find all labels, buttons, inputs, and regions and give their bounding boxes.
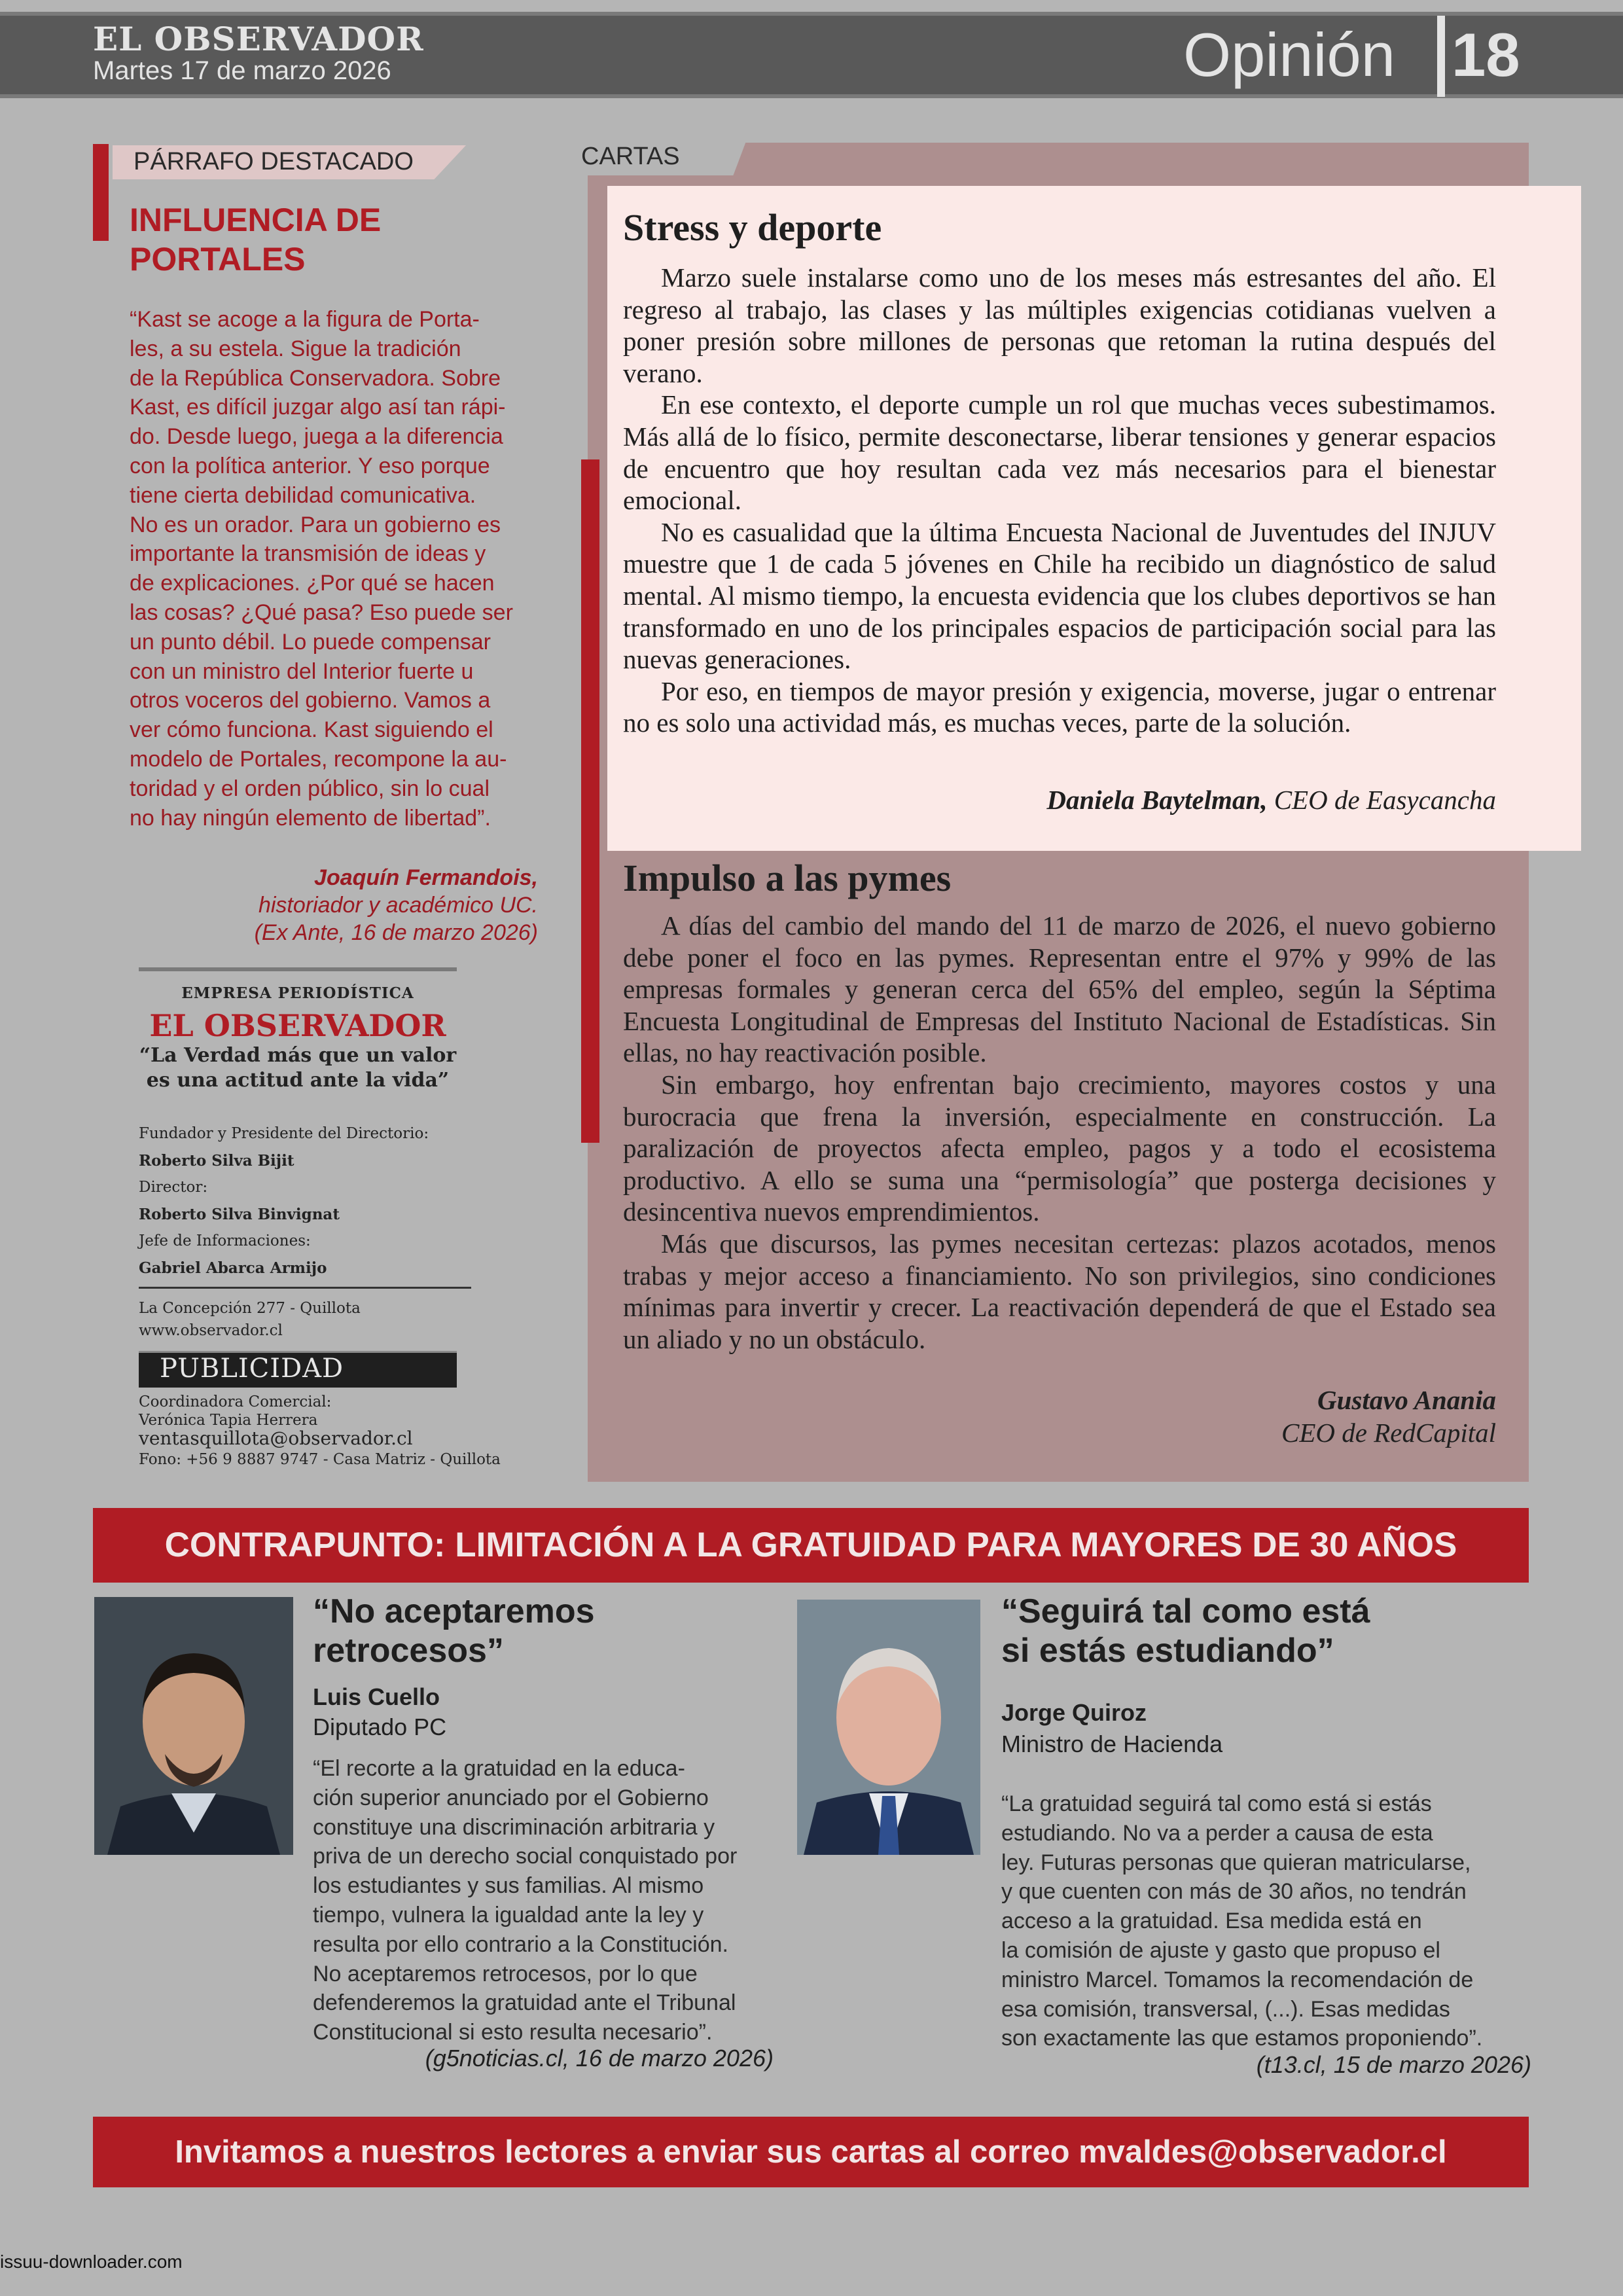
letter-signer: Gustavo Anania — [1317, 1385, 1496, 1415]
quote-text: “El recorte a la gratuidad en la educa- ción superior anunciado por el Gobierno constituye una discriminación arbitraria y priva de un derecho social conquistado por los estudiantes y sus familias. Al mismo tiempo, vulnera la igualdad ante la ley y resulta por ello contrario a la Constitución. No aceptaremos retrocesos, por lo que defenderemos la gratuidad ante el Tribunal Constitucional si esto resulta necesario”. — [313, 1756, 738, 2045]
letter-body — [623, 910, 1496, 1355]
cartas-label: CARTAS — [581, 143, 680, 170]
letter-title: Impulso a las pymes — [623, 857, 952, 899]
page-number: 18 — [1452, 20, 1520, 89]
letter-signer-role: CEO de Easycancha — [1274, 785, 1496, 815]
pub-phone: Fono: +56 9 8887 9747 - Casa Matriz - Quillota — [139, 1451, 501, 1468]
masthead-rule — [139, 967, 457, 971]
destacado-attribution — [196, 864, 538, 946]
pub-coordinator-name: Verónica Tapia Herrera — [139, 1412, 318, 1429]
destacado-quote: “Kast se acoge a la figura de Porta- les, a su estela. Sigue la tradición de la República Conservadora. Sobre Kast, es difícil juzgar algo así tan rápi- do. Desde luego, juega a la diferencia con la política anterior. Y eso porque tiene cierta debilidad comunicativa. No es un orador. Para un gobierno es importante la transmisión de ideas y de explicaciones. ¿Por qué se hacen las cosas? ¿Qué pasa? Eso puede ser un punto débil. Lo puede compensar con un ministro del Interior fuerte u otros voceros del gobierno. Vamos a ver cómo funciona. Kast siguiendo el modelo de Portales, recompone la au- toridad y el orden público, sin lo cual no hay ningún elemento de libertad”. — [130, 307, 513, 831]
watermark: issuu-downloader.com — [0, 2251, 183, 2272]
quote-text: “La gratuidad seguirá tal como está si estás estudiando. No va a perder a causa de esta ley. Futuras personas que quieran matricularse, y que cuenten con más de 30 años, no tendrán acceso a la gratuidad. Esa medida está en la comisión de ajuste y gasto que propuso el ministro Marcel. Tomamos la recomendación de esa comisión, transversal, (...). Esas medidas son exactamente las que estamos proponiendo”. — [1001, 1791, 1483, 2051]
letter-paragraph: No es casualidad que la última Encuesta Nacional de Juventudes del INJUV muestre que 1 de cada 5 jóvenes en Chile ha recibido un diagnóstico de salud mental. Al mismo tiempo, la encuesta evidencia que los clubes deportivos se han transformado en uno de los principales espacios de participación social para las nuevas generaciones. — [623, 516, 1496, 675]
quote-source: (g5noticias.cl, 16 de marzo 2026) — [425, 2045, 774, 2072]
staff-role: Jefe de Informaciones: — [139, 1232, 311, 1249]
destacado-accent-bar — [93, 144, 109, 241]
destacado-title: INFLUENCIA DE PORTALES — [130, 202, 382, 278]
letter-body — [623, 262, 1496, 739]
letter-paragraph: Por eso, en tiempos de mayor presión y exigencia, moverse, jugar o entrenar no es solo una actividad más, es muchas veces, parte de la solución. — [623, 675, 1496, 738]
staff-divider — [139, 1287, 471, 1289]
pub-coordinator-role: Coordinadora Comercial: — [139, 1393, 332, 1410]
footer-invite: Invitamos a nuestros lectores a enviar sus cartas al correo mvaldes@observador.cl — [175, 2134, 1447, 2170]
staff-name: Gabriel Abarca Armijo — [139, 1259, 327, 1277]
pub-email: ventasquillota@observador.cl — [139, 1427, 413, 1449]
letter-paragraph: Marzo suele instalarse como uno de los meses más estresantes del año. El regreso al trabajo, las clases y las múltiples exigencias cotidianas vuelven a poner presión sobre millones de personas que retoman la rutina después del verano. — [623, 262, 1496, 388]
letter-paragraph: Sin embargo, hoy enfrentan bajo crecimiento, mayores costos y una burocracia que frena la inversión, especialmente en construcción. La paralización de proyectos afecta empleo, pagos y a todo el ecosistema productivo. A ello se suma una “permisología” que posterga decisiones y desincentiva nuevos emprendimientos. — [623, 1069, 1496, 1227]
masthead-logo-name: EL OBSERVADOR — [149, 1008, 446, 1043]
publicidad-contact — [139, 1393, 505, 1469]
letter-signature — [623, 1384, 1496, 1449]
letter-paragraph: A días del cambio del mando del 11 de marzo de 2026, el nuevo gobierno debe poner el foco en las pymes. Representan entre el 97% y 99% de las empresas formales y generan cerca del 65% del empleo, según la Séptima Encuesta Longitudinal de Empresas del Instituto Nacional de Estadísticas. Sin ellas, no hay reactivación posible. — [623, 910, 1496, 1068]
quote-headline: “No aceptaremos retrocesos” — [313, 1592, 595, 1670]
destacado-author-name: Joaquín Fermandois, — [314, 865, 538, 890]
letters-accent-bar — [581, 459, 599, 1143]
staff-list — [139, 1121, 479, 1282]
masthead-motto: “La Verdad más que un valor es una actitud ante la vida” — [139, 1044, 457, 1092]
destacado-label: PÁRRAFO DESTACADO — [134, 148, 414, 175]
quote-source: (t13.cl, 15 de marzo 2026) — [1256, 2051, 1531, 2078]
staff-name: Roberto Silva Binvignat — [139, 1206, 340, 1223]
letter-signer-role: CEO de RedCapital — [1281, 1418, 1496, 1448]
speaker-role: Ministro de Hacienda — [1001, 1731, 1223, 1757]
masthead-company: EMPRESA PERIODÍSTICA — [181, 984, 414, 1002]
portrait-photo — [797, 1600, 980, 1855]
portrait-image — [94, 1597, 293, 1855]
issue-date: Martes 17 de marzo 2026 — [93, 56, 391, 85]
publicidad-label: PUBLICIDAD — [160, 1354, 344, 1384]
portrait-photo — [94, 1597, 293, 1855]
quote-headline: “Seguirá tal como está si estás estudiando” — [1001, 1592, 1370, 1670]
destacado-author-source: (Ex Ante, 16 de marzo 2026) — [254, 920, 538, 945]
destacado-author-role: historiador y académico UC. — [258, 893, 538, 918]
speaker-name: Jorge Quiroz — [1001, 1699, 1147, 1726]
speaker-role: Diputado PC — [313, 1713, 447, 1740]
newspaper-name: EL OBSERVADOR — [93, 20, 424, 58]
staff-name: Roberto Silva Bijit — [139, 1152, 294, 1170]
portrait-image — [797, 1600, 980, 1855]
staff-role: Director: — [139, 1179, 208, 1196]
letter-title: Stress y deporte — [623, 206, 882, 249]
letter-signature — [623, 784, 1496, 816]
letter-paragraph: En ese contexto, el deporte cumple un rol que muchas veces subestimamos. Más allá de lo físico, permite desconectarse, liberar tensiones y generar espacios de encuentro que hoy resultan cada vez más necesarios para el bienestar emocional. — [623, 389, 1496, 516]
newspaper-address: La Concepción 277 - Quillota www.observador.cl — [139, 1300, 361, 1339]
staff-role: Fundador y Presidente del Directorio: — [139, 1125, 429, 1142]
section-title: Opinión — [1183, 20, 1395, 89]
header-divider — [1437, 16, 1445, 97]
letter-signer: Daniela Baytelman, — [1046, 785, 1268, 815]
contrapunto-title: CONTRAPUNTO: LIMITACIÓN A LA GRATUIDAD PARA MAYORES DE 30 AÑOS — [164, 1526, 1457, 1564]
speaker-name: Luis Cuello — [313, 1683, 440, 1710]
letter-paragraph: Más que discursos, las pymes necesitan certezas: plazos acotados, menos trabas y mejor acceso a financiamiento. No son privilegios, sino condiciones mínimas para invertir y crecer. La reactivación dependerá de que el Estado sea un aliado y no un obstáculo. — [623, 1228, 1496, 1354]
